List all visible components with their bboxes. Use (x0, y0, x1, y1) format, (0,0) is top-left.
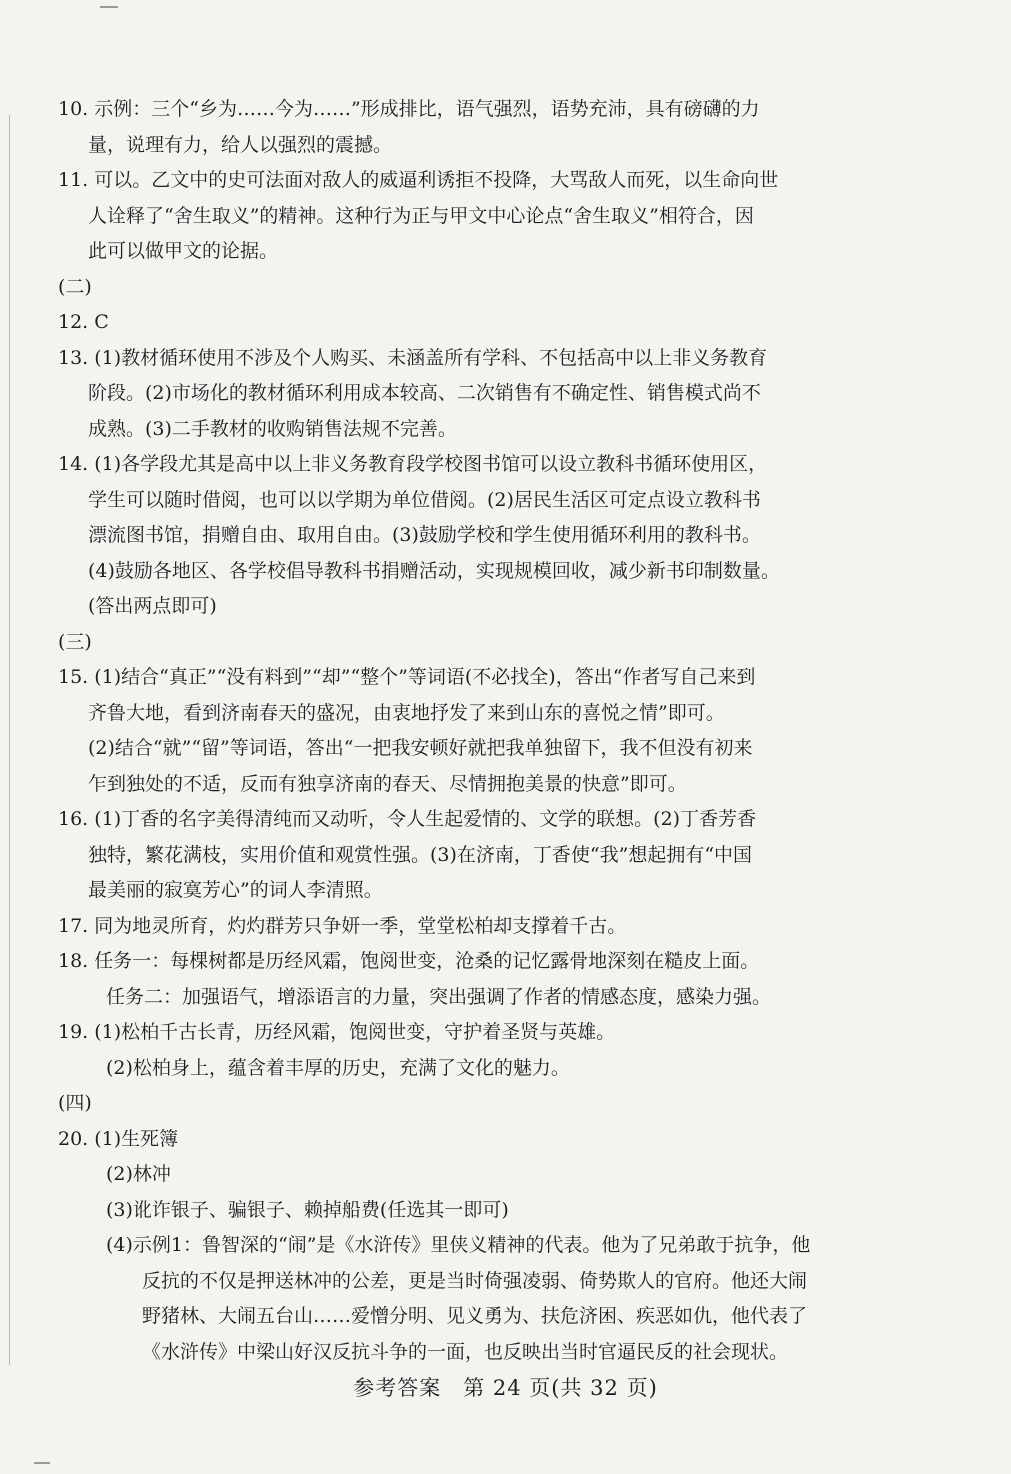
answer-line: 《水浒传》中梁山好汉反抗斗争的一面，也反映出当时官逼民反的社会现状。 (142, 1340, 789, 1363)
scan-corner-mark (100, 6, 118, 8)
answer-line: 10. 示例：三个“乡为……今为……”形成排比，语气强烈，语势充沛，具有磅礴的力 (58, 98, 760, 120)
answer-line: 漂流图书馆，捐赠自由、取用自由。(3)鼓励学校和学生使用循环利用的教科书。 (88, 524, 761, 546)
answer-line: 乍到独处的不适，反而有独享济南的春天、尽情拥抱美景的快意”即可。 (88, 772, 687, 795)
answer-line: (4)鼓励各地区、各学校倡导教科书捐赠活动，实现规模回收，减少新书印制数量。 (88, 559, 780, 582)
section-heading: (三) (58, 630, 92, 653)
section-heading: (二) (58, 275, 92, 298)
answer-line: 学生可以随时借阅，也可以以学期为单位借阅。(2)居民生活区可定点设立教科书 (88, 488, 761, 511)
answer-line: 人诠释了“舍生取义”的精神。这种行为正与甲文中心论点“舍生取义”相符合，因 (88, 204, 754, 227)
answer-line: (4)示例1：鲁智深的“闹”是《水浒传》里侠义精神的代表。他为了兄弟敢于抗争，他 (106, 1234, 811, 1256)
answer-line: 任务二：加强语气，增添语言的力量，突出强调了作者的情感态度，感染力强。 (106, 985, 772, 1008)
answer-line: 15. (1)结合“真正”“没有料到”“却”“整个”等词语(不必找全)，答出“作者写自己来到 (58, 666, 756, 688)
answer-line: 18. 任务一：每棵树都是历经风霜，饱阅世变，沧桑的记忆露骨地深刻在糙皮上面。 (58, 950, 760, 972)
binding-margin-line (9, 115, 10, 1365)
answer-line: 20. (1)生死簿 (58, 1127, 179, 1150)
scan-foot-mark (34, 1462, 50, 1464)
answer-content (58, 92, 878, 1370)
answer-line: 19. (1)松柏千古长青，历经风霜，饱阅世变，守护着圣贤与英雄。 (58, 1021, 616, 1043)
answer-line: 16. (1)丁香的名字美得清纯而又动听，令人生起爱情的、文学的联想。(2)丁香芳香 (58, 808, 757, 830)
answer-line: 最美丽的寂寞芳心”的词人李清照。 (88, 879, 383, 901)
answer-line: 成熟。(3)二手教材的收购销售法规不完善。 (88, 417, 457, 440)
answer-line: 独特，繁花满枝，实用价值和观赏性强。(3)在济南，丁香使“我”想起拥有“中国 (88, 843, 753, 866)
answer-line: 12. C (58, 311, 109, 333)
answer-line: 齐鲁大地，看到济南春天的盛况，由衷地抒发了来到山东的喜悦之情”即可。 (88, 701, 725, 724)
answer-line: 11. 可以。乙文中的史可法面对敌人的威逼利诱拒不投降，大骂敌人而死，以生命向世 (58, 169, 779, 191)
answer-line: 量，说理有力，给人以强烈的震撼。 (88, 133, 393, 156)
answer-line: 17. 同为地灵所育，灼灼群芳只争妍一季，堂堂松柏却支撑着千古。 (58, 914, 627, 937)
answer-line: 此可以做甲文的论据。 (88, 240, 279, 262)
answer-line: (2)林冲 (106, 1163, 171, 1185)
answer-line: 反抗的不仅是押送林冲的公差，更是当时倚强凌弱、倚势欺人的官府。他还大闹 (142, 1269, 808, 1292)
answer-line: (3)讹诈银子、骗银子、赖掉船费(任选其一即可) (106, 1198, 509, 1221)
section-heading: (四) (58, 1092, 92, 1114)
answer-line: 14. (1)各学段尤其是高中以上非义务教育段学校图书馆可以设立教科书循环使用区， (58, 453, 768, 475)
answer-line: 13. (1)教材循环使用不涉及个人购买、未涵盖所有学科、不包括高中以上非义务教育 (58, 346, 768, 369)
answer-line: 野猪林、大闹五台山……爱憎分明、见义勇为、扶危济困、疾恶如仇，他代表了 (142, 1305, 808, 1327)
page-footer: 参考答案 第 24 页(共 32 页) (353, 1376, 658, 1400)
answer-line: (2)松柏身上，蕴含着丰厚的历史，充满了文化的魅力。 (106, 1056, 570, 1079)
answer-line: 阶段。(2)市场化的教材循环利用成本较高、二次销售有不确定性、销售模式尚不 (88, 382, 761, 404)
answer-line: (答出两点即可) (88, 595, 217, 617)
answer-line: (2)结合“就”“留”等词语，答出“一把我安顿好就把我单独留下，我不但没有初来 (88, 737, 753, 759)
